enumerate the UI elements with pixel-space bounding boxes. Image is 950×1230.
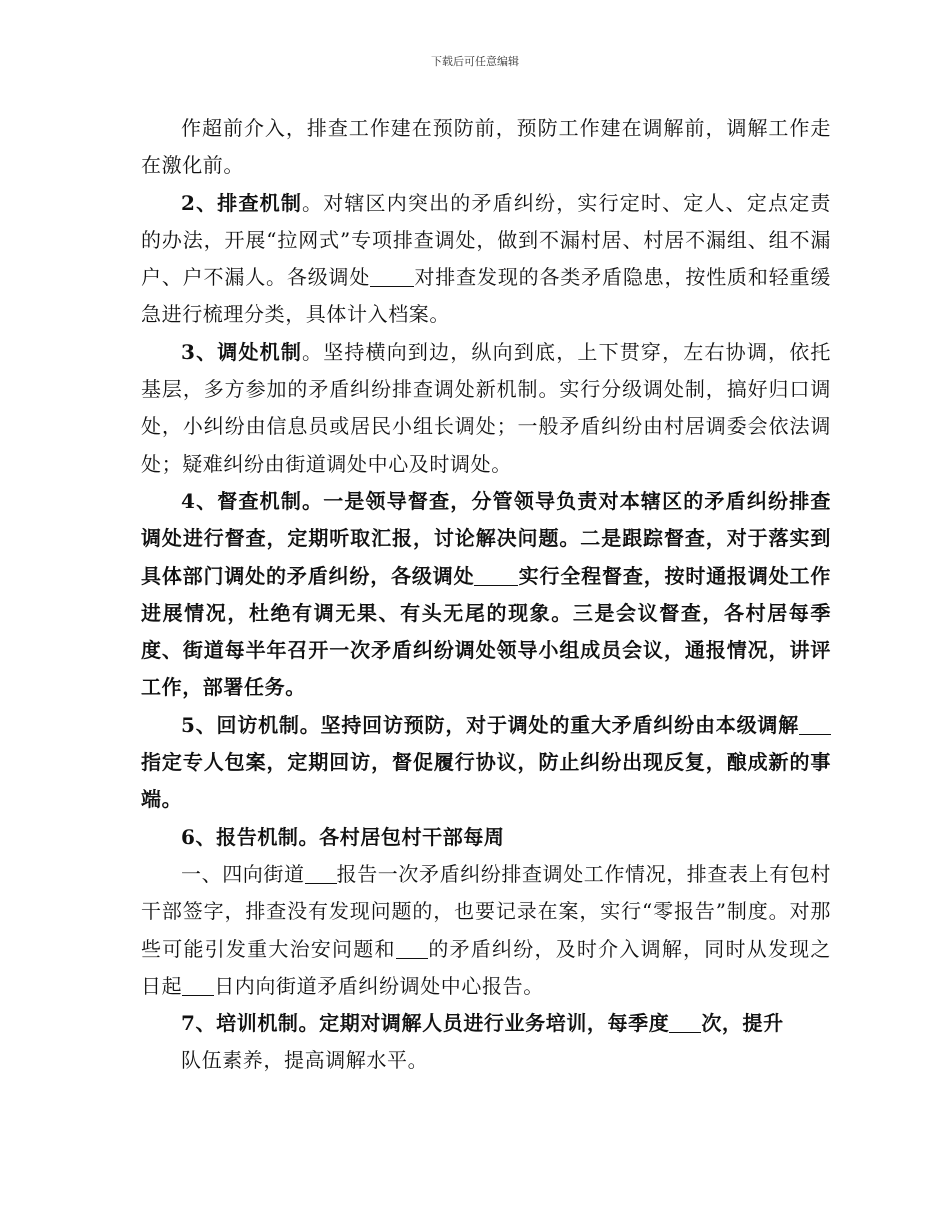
text: 作超前介入，排查工作建在预防前，预防工作建在调解前，调解工作走在激化前。 [141, 116, 831, 178]
document-body [141, 110, 831, 1080]
paragraph-inspection-mechanism [141, 185, 831, 334]
text: 次，提升 [701, 1011, 784, 1036]
section-heading: 2、排查机制 [181, 190, 303, 215]
fill-blank [370, 266, 414, 287]
paragraph-training-continuation [141, 1042, 831, 1079]
fill-blank [182, 975, 214, 996]
text: 。坚持横向到边，纵向到底，上下贯穿，左右协调，依托基层，多方参加的矛盾纠纷排查调处新机制。实行分级调处制，搞好归口调处，小纠纷由信息员或居民小组长调处；一般矛盾纠纷由村居调委会依法调处；疑难纠纷由街道调处中心及时调处。 [141, 339, 831, 476]
text: 指定专人包案，定期回访，督促履行协议，防止纠纷出现反复，酿成新的事端。 [141, 750, 831, 812]
text: 日内向街道矛盾纠纷调处中心报告。 [214, 973, 544, 998]
fill-blank [305, 863, 337, 884]
paragraph-supervision-mechanism [141, 483, 831, 707]
fill-blank [396, 938, 428, 959]
page-header: 下载后可任意编辑 [431, 55, 519, 68]
text: 7、培训机制。定期对调解人员进行业务培训，每季度 [181, 1011, 670, 1036]
section-heading: 3、调处机制 [181, 339, 303, 364]
paragraph-training-mechanism [141, 1005, 831, 1042]
paragraph-report-mechanism [141, 819, 831, 856]
text: 报告一次矛盾纠纷排查调处工作情况，排查表上有包村干部签字，排查没有发现问题的，也要记录在案，实行“零报告”制度。对那些可能引发重大治安问题和 [141, 861, 832, 961]
text: 4、督查机制。一是领导督查，分管领导负责对本辖区的矛盾纠纷排查调处进行督查，定期听取汇报，讨论解决问题。二是跟踪督查，对于落实到具体部门调处的矛盾纠纷，各级调处 [141, 488, 831, 588]
paragraph-report-details [141, 856, 831, 1005]
paragraph-mediation-mechanism [141, 334, 831, 483]
fill-blank [669, 1012, 701, 1033]
text: 实行全程督查，按时通报调处工作进展情况，杜绝有调无果、有头无尾的现象。三是会议督查，各村居每季度、街道每半年召开一次矛盾纠纷调处领导小组成员会议，通报情况，讲评工作，部署任务。 [141, 563, 831, 700]
text: 一、四向街道 [181, 861, 305, 886]
paragraph-revisit-mechanism [141, 707, 831, 819]
text: 5、回访机制。坚持回访预防，对于调处的重大矛盾纠纷由本级调解 [181, 712, 799, 737]
paragraph-continuation [141, 110, 831, 185]
text: 对排查发现的各类矛盾隐患，按性质和轻重缓急进行梳理分类，具体计入档案。 [141, 265, 832, 327]
text: 的矛盾纠纷，及时介入调解，同时从发现之日起 [141, 936, 832, 998]
text: 队伍素养，提高调解水平。 [181, 1048, 429, 1073]
fill-blank [799, 714, 831, 735]
fill-blank [474, 565, 518, 586]
text: 。对辖区内突出的矛盾纠纷，实行定时、定人、定点定责的办法，开展“拉网式”专项排查调处，做到不漏村居、村居不漏组、组不漏户、户不漏人。各级调处 [141, 190, 831, 290]
text: 6、报告机制。各村居包村干部每周 [181, 824, 505, 849]
